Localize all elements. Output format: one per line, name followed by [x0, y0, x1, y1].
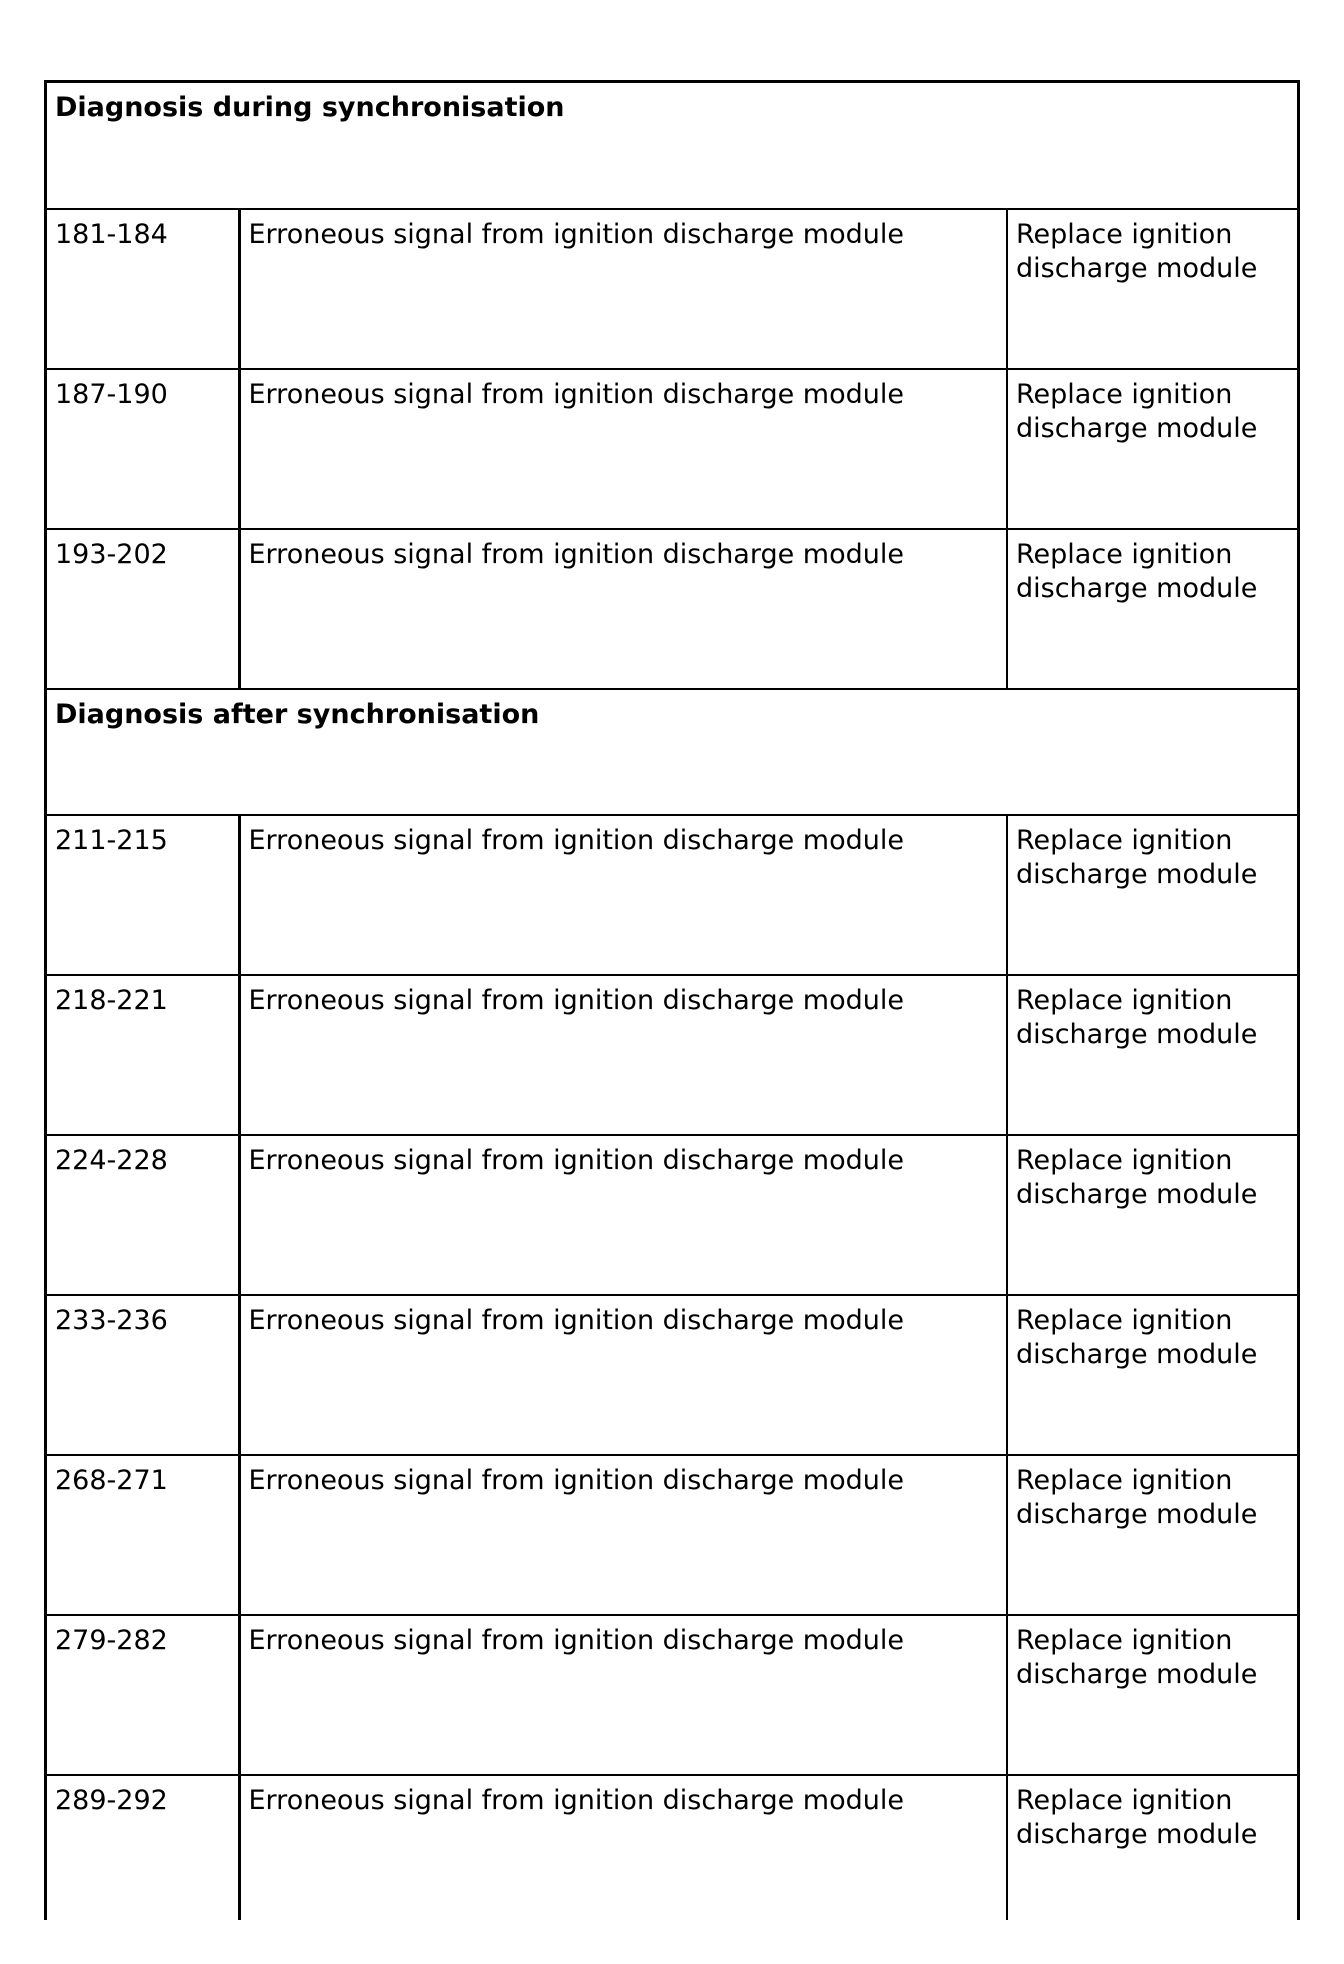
action-cell: Replace ignition discharge module	[1007, 369, 1297, 529]
table-row	[47, 1295, 1297, 1455]
fault-code-cell: 279-282	[47, 1615, 239, 1775]
table-row	[47, 1615, 1297, 1775]
fault-code-cell: 268-271	[47, 1455, 239, 1615]
table-row	[47, 1135, 1297, 1295]
description-cell: Erroneous signal from ignition discharge module	[239, 975, 1007, 1135]
description-cell: Erroneous signal from ignition discharge module	[239, 815, 1007, 975]
description-cell: Erroneous signal from ignition discharge module	[239, 209, 1007, 369]
table-row	[47, 209, 1297, 369]
section-header	[47, 689, 1297, 815]
description-cell: Erroneous signal from ignition discharge module	[239, 529, 1007, 689]
description-cell: Erroneous signal from ignition discharge module	[239, 1295, 1007, 1455]
section-title: Diagnosis during synchronisation	[47, 83, 1297, 209]
table-row	[47, 369, 1297, 529]
diagnosis-table-page	[44, 80, 1300, 1920]
action-cell: Replace ignition discharge module	[1007, 975, 1297, 1135]
fault-code-cell: 224-228	[47, 1135, 239, 1295]
action-cell: Replace ignition discharge module	[1007, 529, 1297, 689]
section-title: Diagnosis after synchronisation	[47, 689, 1297, 815]
action-cell: Replace ignition discharge module	[1007, 1295, 1297, 1455]
table-row	[47, 815, 1297, 975]
description-cell: Erroneous signal from ignition discharge module	[239, 1775, 1007, 1920]
action-cell: Replace ignition discharge module	[1007, 1615, 1297, 1775]
action-cell: Replace ignition discharge module	[1007, 209, 1297, 369]
table-row	[47, 1775, 1297, 1920]
fault-code-cell: 218-221	[47, 975, 239, 1135]
action-cell: Replace ignition discharge module	[1007, 1135, 1297, 1295]
fault-code-cell: 193-202	[47, 529, 239, 689]
description-cell: Erroneous signal from ignition discharge module	[239, 1615, 1007, 1775]
table-row	[47, 1455, 1297, 1615]
action-cell: Replace ignition discharge module	[1007, 815, 1297, 975]
table-row	[47, 529, 1297, 689]
section-header	[47, 83, 1297, 209]
fault-code-cell: 187-190	[47, 369, 239, 529]
fault-code-cell: 289-292	[47, 1775, 239, 1920]
table-row	[47, 975, 1297, 1135]
fault-code-cell: 181-184	[47, 209, 239, 369]
action-cell: Replace ignition discharge module	[1007, 1775, 1297, 1920]
diagnosis-table	[47, 83, 1297, 1920]
description-cell: Erroneous signal from ignition discharge module	[239, 1135, 1007, 1295]
description-cell: Erroneous signal from ignition discharge module	[239, 1455, 1007, 1615]
action-cell: Replace ignition discharge module	[1007, 1455, 1297, 1615]
fault-code-cell: 233-236	[47, 1295, 239, 1455]
fault-code-cell: 211-215	[47, 815, 239, 975]
description-cell: Erroneous signal from ignition discharge module	[239, 369, 1007, 529]
